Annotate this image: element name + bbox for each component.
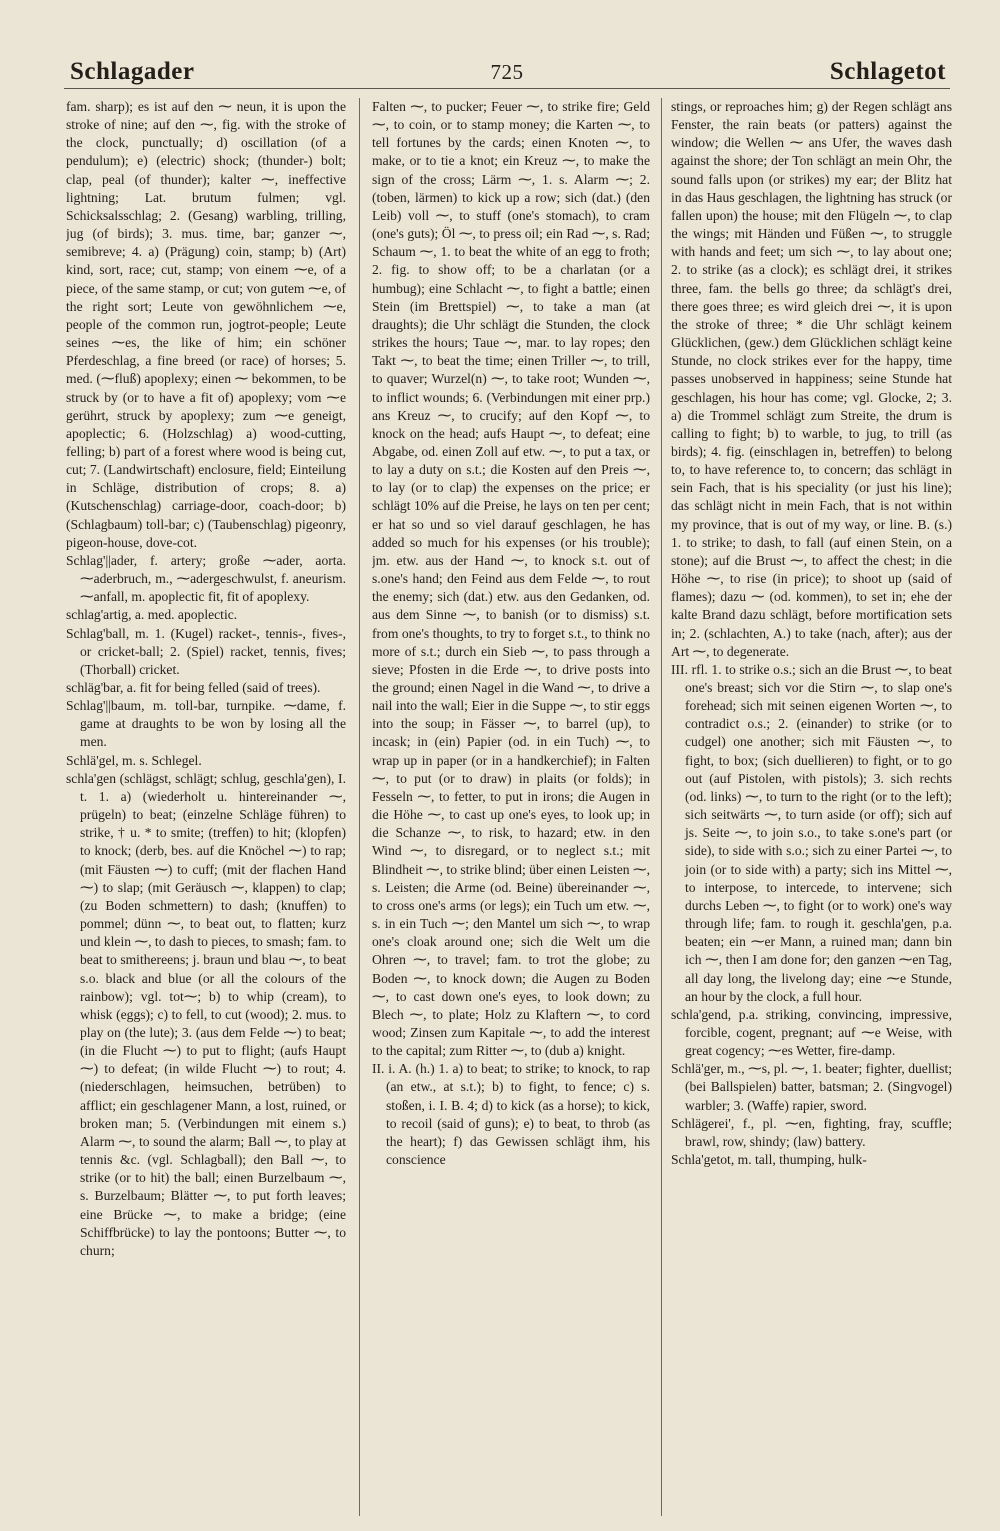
page-number: 725 [490,60,524,84]
dictionary-entry: schla'gend, p.a. striking, convincing, impressive, forcible, cogent, pregnant; auf ⁓e Weise, with great cogency; ⁓es Wetter, fire-damp. [671,1006,952,1059]
dictionary-entry-section: II. i. A. (h.) 1. a) to beat; to strike; to knock, to rap (an etw., at s.t.); b) to fight, to fence; c) s. stoßen, i. I. B. 4; d) to kick (as a horse); to kick, to recoil (said of guns); e) to beat, to throb (as the heart); f) das Gewissen schlägt ihm, his conscience [372,1061,650,1168]
dictionary-entry-section: III. rfl. 1. to strike o.s.; sich an die Brust ⁓, to beat one's breast; sich vor die Stirn ⁓, to slap one's forehead; sich mit seinen eigenen Worten ⁓, to contradict o.s.; 2. (einander) to strike (or to cudgel) one another; sich mit Fäusten ⁓, to fight, to box; (sich duellieren) to fight, or to go out (auf Pistolen, with pistols); 3. sich rechts (od. links) ⁓, to turn to the right (or to the left); sich seitwärts ⁓, to turn aside (or off); sich auf js. Seite ⁓, to join s.o., to take s.one's part (or side), to side with s.o.; sich zu einer Partei ⁓, to join (or to side with) a party; sich ins Mittel ⁓, to interpose, to intercede, to intervene; sich durchs Leben ⁓, to fight (or to work) one's way through life; fam. to rough it. geschla'gen, p.a. beaten; ein ⁓er Mann, a ruined man; dann bin ich ⁓, then I am done for; den ganzen ⁓en Tag, all day long, the livelong day; eine ⁓e Stunde, an hour by the clock, a full hour. [671,661,952,1004]
dictionary-entry: schlag'artig, a. med. apoplectic. [66,607,238,623]
column-divider [661,98,662,1516]
dictionary-entry: Schlä'gel, m. s. Schlegel. [66,752,202,768]
entry-continuation: fam. sharp); es ist auf den ⁓ neun, it is upon the stroke of nine; auf den ⁓, fig. with the stroke of the clock, punctually; d) oscillation (of a pendulum); e) (electric) shock; (thunder-) bolt; clap, peal (of thunder); kalter ⁓, ineffective lightning; Lat. brutum fulmen; vgl. Schicksalsschlag; 2. (Gesang) warbling, trilling, jug (of birds); 3. mus. time, bar; ganzer ⁓, semibreve; 4. a) (Prägung) coin, stamp; b) (Art) kind, sort, race; cut, stamp; von einem ⁓e, of a piece, of the same stamp, or cut; von gutem ⁓e, of the right sort; Leute von gewöhnlichem ⁓e, people of the common run, jogtrot-people; Leute seines ⁓es, the like of him; ein schöner Pferdeschlag, a fine breed (or race) of horses; 5. med. (⁓fluß) apoplexy; einen ⁓ bekommen, to be struck by (or to have a fit of) apoplexy; vom ⁓e gerührt, struck by apoplexy; zum ⁓e geneigt, apoplectic; 6. (Holzschlag) a) wood-cutting, felling; b) part of a forest where wood is being cut, cut; 7. (Landwirtschaft) enclosure, field; Einteilung in Schläge, distribution of crops; 8. a) (Kutschenschlag) carriage-door, coach-door; b) (Schlagbaum) toll-bar; c) (Taubenschlag) pigeonry, pigeon-house, dove-cot. [66,99,346,550]
dictionary-entry: Schla'getot, m. tall, thumping, hulk- [671,1152,867,1168]
header-right-guide-word: Schlagetot [829,58,946,85]
dictionary-entry: Schlag'ball, m. 1. (Kugel) racket-, tennis-, fives-, or cricket-ball; 2. (Spiel) racket, tennis, fives; (Thorball) cricket. [66,625,346,677]
dictionary-entry: Schlag'||baum, m. toll-bar, turnpike. ⁓dame, f. game at draughts to be won by losing all the men. [66,698,346,750]
column-middle [372,98,650,1516]
dictionary-entry: Schlag'||ader, f. artery; große ⁓ader, aorta. ⁓aderbruch, m., ⁓adergeschwulst, f. aneurism. ⁓anfall, m. apoplectic fit, fit of apoplexy. [66,552,346,605]
dictionary-entry: schläg'bar, a. fit for being felled (said of trees). [66,680,321,695]
column-right [671,98,952,1516]
header-left-guide-word: Schlagader [70,58,195,85]
entry-continuation: stings, or reproaches him; g) der Regen schlägt ans Fenster, the rain beats (or patters) against the window; die Wellen ⁓ ans Ufer, the waves dash against the shore; der Ton schlägt an mein Ohr, the sound falls upon (or strikes) my ear; der Blitz hat in das Haus geschlagen, the lightning has struck (or fallen upon) the house; mit den Flügeln ⁓, to clap the wings; mit Händen und Füßen ⁓, to struggle with hands and feet; um sich ⁓, to lay about one; 2. to strike (as a clock); es schlägt drei, it strikes three, fam. the bells go three; da schlägt's drei, there goes three; es wird gleich drei ⁓, it is upon the stroke of three; * die Uhr schlägt keinem Glücklichen, (gew.) dem Glücklichen schlägt keine Stunde, no clock strikes ever for the happy, time passes unobserved in happiness; seine Stunde hat geschlagen, his hour has come; vgl. Glocke, 2; 3. a) die Trommel schlägt zum Streite, the drum is calling to fight; b) to warble, to jug, to trill (as birds); 4. fig. (einschlagen in, betreffen) to belong to, to have reference to, to concern; das schlägt in sein Fach, that is his speciality (or just his line); das schlägt nicht in mein Fach, that is not within my province, that is out of my way, or line. B. (s.) 1. to strike; to dash, to fall (auf einen Stein, on a stone); auf die Brust ⁓, to affect the chest; in die Höhe ⁓, to rise (in price); to shoot up (said of flames); dazu ⁓ (od. kommen), to set in; ehe der kalte Brand dazu schlägt, before mortification sets in; 2. (schlachten, A.) to take (nach, after); aus der Art ⁓, to degenerate. [671,99,952,659]
dictionary-entry: schla'gen (schlägst, schlägt; schlug, geschla'gen), I. t. 1. a) (wiederholt u. hintereinander ⁓, prügeln) to beat; (einzelne Schläge führen) to strike, † u. * to smite; (treffen) to hit; (klopfen) to knock; (derb, bes. auf die Knöchel ⁓) to rap; (mit Fäusten ⁓) to cuff; (mit der flachen Hand ⁓) to slap; (mit Geräusch ⁓, klappen) to clap; (zu Boden schmettern) to dash; (knuffen) to pommel; dünn ⁓, to beat out, to flatten; kurz und klein ⁓, to dash to pieces, to smash; fam. to beat to smithereens; j. braun und blau ⁓, to beat s.o. black and blue (or all the colours of the rainbow); vgl. tot⁓; b) to whip (cream), to whisk (eggs); c) to fell, to cut (wood); 2. mus. to play on (the lute); 3. (aus dem Felde ⁓) to beat; (in die Flucht ⁓) to put to flight; (aufs Haupt ⁓) to defeat; (in wilde Flucht ⁓) to rout; 4. (niederschlagen, heimsuchen, betrüben) to afflict; ein geschlagener Mann, a lost, ruined, or broken man; 5. (Verbindungen mit einem s.) Alarm ⁓, to sound the alarm; Ball ⁓, to play at tennis &c. (vgl. Schlagball); den Ball ⁓, to strike (or to hit) the ball; einen Burzelbaum ⁓, s. Burzelbaum; Blätter ⁓, to put forth leaves; eine Brücke ⁓, to make a bridge; (eine Schiffbrücke) to lay the pontoons; Butter ⁓, to churn; [66,770,346,1258]
running-header [64,48,950,89]
dictionary-entry: Schlä'ger, m., ⁓s, pl. ⁓, 1. beater; fighter, duellist; (bei Ballspielen) batter, batsman; 2. (Singvogel) warbler; 3. (Waffe) rapier, sword. [671,1061,952,1113]
dictionary-entry: Schlägerei', f., pl. ⁓en, fighting, fray, scuffle; brawl, row, shindy; (law) battery. [671,1115,952,1149]
entry-continuation: Falten ⁓, to pucker; Feuer ⁓, to strike fire; Geld ⁓, to coin, or to stamp money; die Karten ⁓, to tell fortunes by the cards; einen Knoten ⁓, to make, or to tie a knot; ein Kreuz ⁓, to make the sign of the cross; Lärm ⁓, 1. s. Alarm ⁓; 2. (toben, lärmen) to kick up a row; sich (dat.) (den Leib) voll ⁓, to stuff (one's stomach), to cram (one's guts); Öl ⁓, to press oil; ein Rad ⁓, s. Rad; Schaum ⁓, 1. to beat the white of an egg to froth; 2. fig. to show off; to be a charlatan (or a humbug); eine Schlacht ⁓, to fight a battle; einen Stein (im Brettspiel) ⁓, to take a man (at draughts); die Uhr schlägt die Stunden, the clock strikes the hours; Taue ⁓, mar. to lay ropes; den Takt ⁓, to beat the time; einen Triller ⁓, to trill, to quaver; Wurzel(n) ⁓, to take root; Wunden ⁓, to inflict wounds; 6. (Verbindungen mit einer prp.) ans Kreuz ⁓, to crucify; auf den Kopf ⁓, to knock on the head; aufs Haupt ⁓, to defeat; eine Abgabe, od. einen Zoll auf etw. ⁓, to put a tax, or to lay a duty on s.t.; die Kosten auf den Preis ⁓, to lay (or to clap) the expenses on the price; er schlägt 10% auf die Preise, he lays on ten per cent; er hat so und so viel darauf geschlagen, he has added so much for his expenses (or his trouble); jm. etw. aus der Hand ⁓, to knock s.t. out of s.one's hand; den Feind aus dem Felde ⁓, to rout the enemy; sich (dat.) etw. aus den Gedanken, od. aus dem Sinne ⁓, to banish (or to dismiss) s.t. from one's thoughts, to try to forget s.t., to think no more of s.t.; durch ein Sieb ⁓, to pass through a sieve; Pfosten in die Erde ⁓, to drive posts into the ground; einen Nagel in die Wand ⁓, to drive a nail into the wall; Eier in die Suppe ⁓, to stir eggs into the soup; in Fässer ⁓, to barrel (up), to incask; in (ein) Papier (od. in ein Tuch) ⁓, to wrap up in paper (or in a handkerchief); in Falten ⁓, to put (or to draw) in plaits (or folds); in Fesseln ⁓, to fetter, to put in irons; die Augen in die Höhe ⁓, to cast up one's eyes, to look up; in die Schanze ⁓, to risk, to hazard; etw. in den Wind ⁓, to disregard, or to neglect s.t.; mit Blindheit ⁓, to strike blind; über einen Leisten ⁓, s. Leisten; die Arme (od. Beine) übereinander ⁓, to cross one's arms (or legs); ein Tuch um etw. ⁓, s. in ein Tuch ⁓; den Mantel um sich ⁓, to wrap one's cloak around one; sich die Welt um die Ohren ⁓, to travel; fam. to trot the globe; zu Boden ⁓, to knock down; die Augen zu Boden ⁓, to cast down one's eyes, to look down; zu Blech ⁓, to plate; Holz zu Klaftern ⁓, to cord wood; Zinsen zum Kapitale ⁓, to add the interest to the capital; zum Ritter ⁓, to (dub a) knight. [372,99,650,1059]
column-left [66,98,346,1516]
column-divider [359,98,360,1516]
